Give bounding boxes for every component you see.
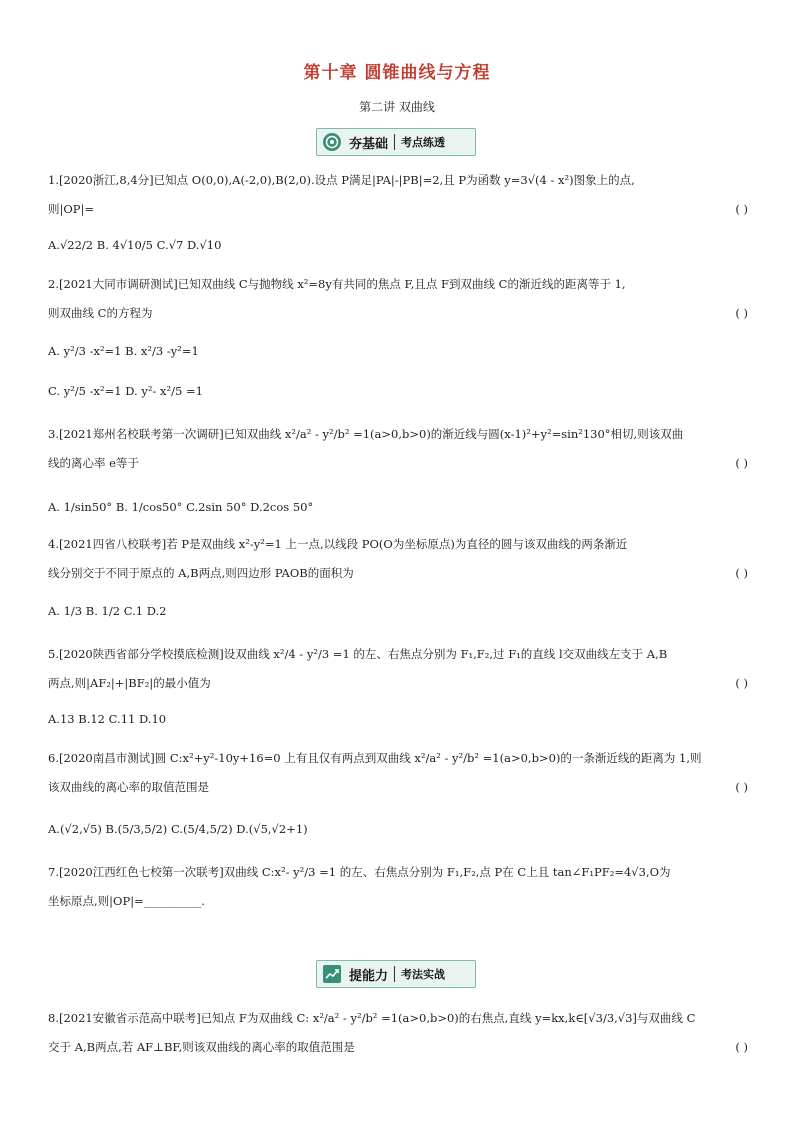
question-line: 3.[2021郑州名校联考第一次调研]已知双曲线 x²/a² - y²/b² =1(a>0,b>0)的渐近线与圆(x-1)²+y²=sin²130°相切,则该双曲: [48, 427, 684, 441]
question-line: 交于 A,B两点,若 AF⊥BF,则该双曲线的离心率的取值范围是: [48, 1040, 355, 1054]
banner-divider: [394, 134, 395, 150]
answer-paren: ( ): [735, 1040, 748, 1054]
question-line: 7.[2020江西红色七校第一次联考]双曲线 C:x²- y²/3 =1 的左、右焦点分别为 F₁,F₂,点 P在 C上且 tan∠F₁PF₂=4√3,O为: [48, 865, 671, 879]
question-7: [48, 864, 748, 910]
section-banner-basic: [316, 128, 476, 156]
chart-icon: [321, 963, 343, 985]
question-line: 2.[2021大同市调研测试]已知双曲线 C与抛物线 x²=8y有共同的焦点 F,且点 F到双曲线 C的渐近线的距离等于 1,: [48, 277, 626, 291]
banner-main-label: 提能力: [349, 968, 389, 984]
banner-sub-label: 考点练透: [401, 136, 446, 149]
target-icon: [321, 131, 343, 153]
question-4: [48, 536, 748, 582]
question-line: 线的离心率 e等于: [48, 456, 139, 470]
question-line: 8.[2021安徽省示范高中联考]已知点 F为双曲线 C: x²/a² - y²/b² =1(a>0,b>0)的右焦点,直线 y=kx,k∈[√3/3,√3]与双曲线 C: [48, 1011, 696, 1025]
question-5: [48, 646, 748, 692]
question-3-options: A. 1/sin50° B. 1/cos50° C.2sin 50° D.2cos 50°: [48, 500, 314, 514]
question-line: 则双曲线 C的方程为: [48, 306, 153, 320]
question-2: [48, 276, 748, 322]
answer-paren: ( ): [735, 676, 748, 690]
question-2-options-ab: A. y²/3 -x²=1 B. x²/3 -y²=1: [48, 344, 199, 358]
question-line: 两点,则|AF₂|+|BF₂|的最小值为: [48, 676, 211, 690]
question-1: [48, 172, 748, 218]
question-line: 线分别交于不同于原点的 A,B两点,则四边形 PAOB的面积为: [48, 566, 354, 580]
question-line: 则|OP|=: [48, 202, 95, 216]
question-6-options: A.(√2,√5) B.(5/3,5/2) C.(5/4,5/2) D.(√5,√2+1): [48, 822, 308, 836]
question-line: 4.[2021四省八校联考]若 P是双曲线 x²-y²=1 上一点,以线段 PO(O为坐标原点)为直径的圆与该双曲线的两条渐近: [48, 537, 628, 551]
question-5-options: A.13 B.12 C.11 D.10: [48, 712, 167, 726]
banner-divider: [394, 966, 395, 982]
chapter-title: 第十章 圆锥曲线与方程: [303, 63, 491, 83]
question-line: 1.[2020浙江,8,4分]已知点 O(0,0),A(-2,0),B(2,0).设点 P满足|PA|-|PB|=2,且 P为函数 y=3√(4 - x²)图象上的点,: [48, 173, 635, 187]
question-4-options: A. 1/3 B. 1/2 C.1 D.2: [48, 604, 167, 618]
question-1-options: A.√22/2 B. 4√10/5 C.√7 D.√10: [48, 238, 222, 252]
answer-paren: ( ): [735, 566, 748, 580]
question-3: [48, 426, 748, 472]
answer-paren: ( ): [735, 780, 748, 794]
question-line: 该双曲线的离心率的取值范围是: [48, 780, 209, 794]
question-2-options-cd: C. y²/5 -x²=1 D. y²- x²/5 =1: [48, 384, 203, 398]
question-6: [48, 750, 748, 796]
answer-paren: ( ): [735, 202, 748, 216]
question-8: [48, 1010, 748, 1056]
banner-sub-label: 考法实战: [401, 968, 446, 981]
question-line: 5.[2020陕西省部分学校摸底检测]设双曲线 x²/4 - y²/3 =1 的左、右焦点分别为 F₁,F₂,过 F₁的直线 l交双曲线左支于 A,B: [48, 647, 668, 661]
answer-paren: ( ): [735, 306, 748, 320]
section-banner-advanced: [316, 960, 476, 988]
section-subtitle: 第二讲 双曲线: [359, 100, 435, 114]
answer-paren: ( ): [735, 456, 748, 470]
question-line: 6.[2020南昌市测试]圆 C:x²+y²-10y+16=0 上有且仅有两点到双曲线 x²/a² - y²/b² =1(a>0,b>0)的一条渐近线的距离为 1,则: [48, 751, 702, 765]
banner-main-label: 夯基础: [349, 136, 389, 152]
question-line: 坐标原点,则|OP|=__________.: [48, 894, 205, 908]
